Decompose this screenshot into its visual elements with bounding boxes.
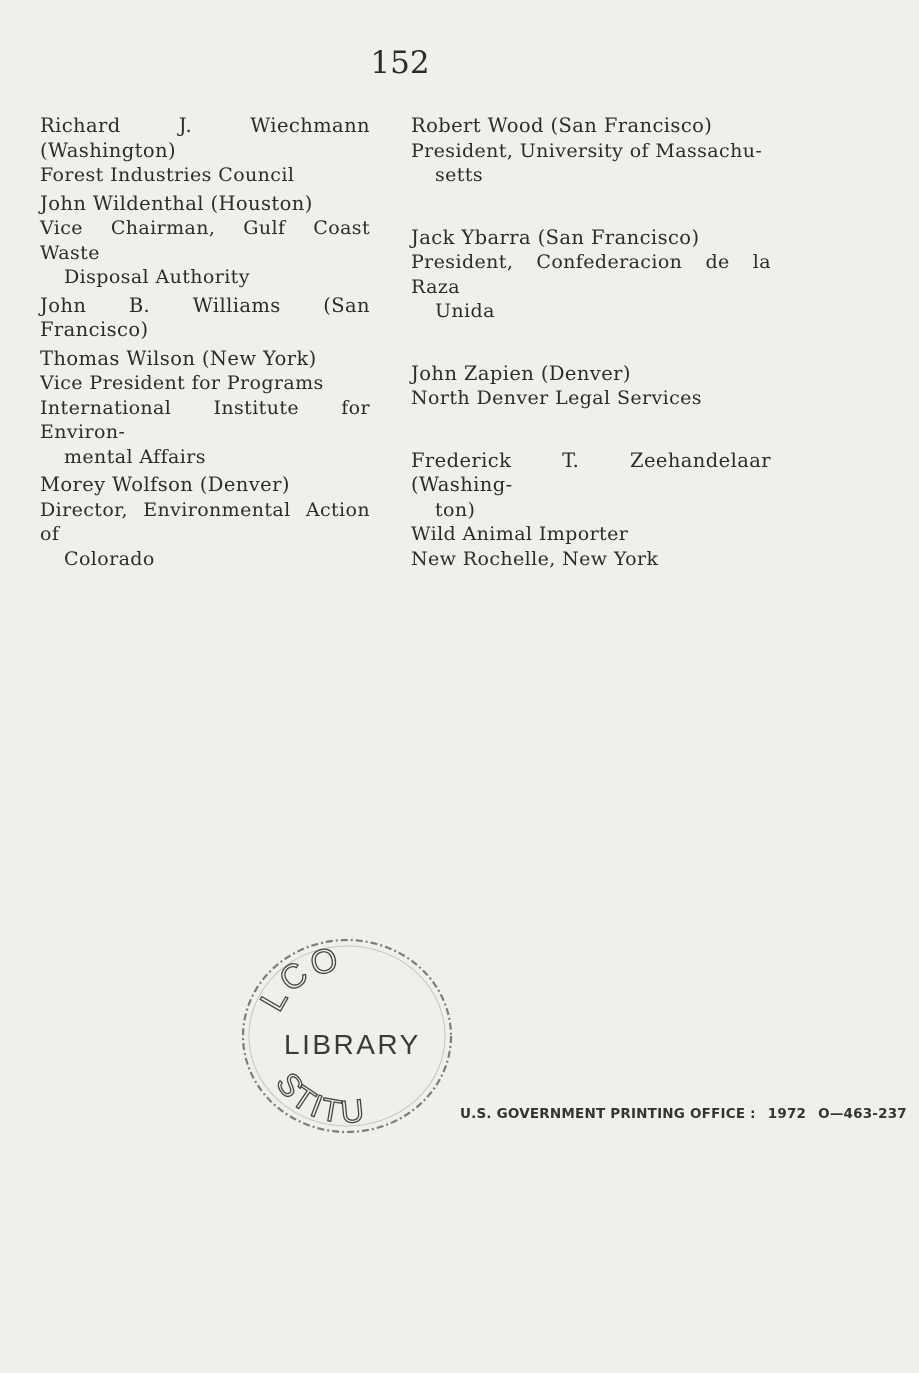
entry-wolfson	[40, 473, 370, 571]
entry-affiliation-cont: Unida	[435, 300, 495, 322]
entry-name: Thomas Wilson (New York)	[40, 346, 317, 370]
entry-affiliation-cont: mental Affairs	[64, 445, 206, 468]
stamp-bottom-text: STITU	[269, 1065, 369, 1131]
entry-affiliation-cont: Disposal Authority	[64, 266, 250, 288]
entry-affiliation: Forest Industries Council	[40, 164, 295, 186]
entry-affiliation: Director, Environmental Action of	[40, 498, 370, 545]
entry-wood	[411, 114, 771, 188]
entry-zeehandelaar	[411, 449, 771, 572]
imprint-year: 1972	[767, 1106, 807, 1122]
entry-affiliation: New Rochelle, New York	[411, 547, 659, 570]
entry-williams	[40, 294, 370, 343]
stamp-top-text: LCO	[253, 939, 346, 1018]
entry-wiechmann	[40, 114, 370, 188]
entry-name: Robert Wood (San Francisco)	[411, 114, 713, 137]
imprint-code: O—463-237	[818, 1106, 907, 1122]
entry-name-cont: ton)	[435, 498, 476, 521]
svg-text:STITU	[269, 1066, 368, 1131]
entry-affiliation: Vice Chairman, Gulf Coast Waste	[40, 217, 370, 264]
page-number: 152	[370, 45, 430, 81]
entry-affiliation-cont: Colorado	[64, 547, 155, 570]
entry-name: John Zapien (Denver)	[411, 361, 631, 385]
entry-affiliation: President, University of Massachu-	[411, 139, 763, 162]
entry-wilson	[40, 347, 370, 470]
entry-name: Frederick T. Zeehandelaar (Washing-	[411, 448, 771, 496]
printing-office-imprint	[460, 1106, 919, 1122]
entry-affiliation: International Institute for Environ-	[40, 396, 370, 443]
entry-name: John Wildenthal (Houston)	[40, 191, 313, 215]
entry-affiliation: Wild Animal Importer	[411, 523, 629, 545]
entry-affiliation: Vice President for Programs	[40, 372, 324, 394]
entry-wildenthal	[40, 192, 370, 290]
stamp-center-text: LIBRARY	[284, 1029, 421, 1060]
right-column	[411, 114, 771, 571]
entry-name: Jack Ybarra (San Francisco)	[411, 225, 700, 249]
left-column	[40, 114, 370, 571]
library-stamp	[232, 932, 456, 1140]
entry-name: Richard J. Wiechmann (Washington)	[40, 114, 370, 162]
entry-zapien	[411, 362, 771, 411]
entry-ybarra	[411, 226, 771, 324]
entry-affiliation: President, Confederacion de la Raza	[411, 251, 771, 298]
entry-name: John B. Williams (San Francisco)	[40, 293, 370, 341]
imprint-publisher: U.S. GOVERNMENT PRINTING OFFICE :	[460, 1106, 756, 1122]
entry-affiliation-cont: setts	[435, 164, 484, 186]
entry-affiliation: North Denver Legal Services	[411, 387, 702, 409]
entry-name: Morey Wolfson (Denver)	[40, 473, 290, 496]
